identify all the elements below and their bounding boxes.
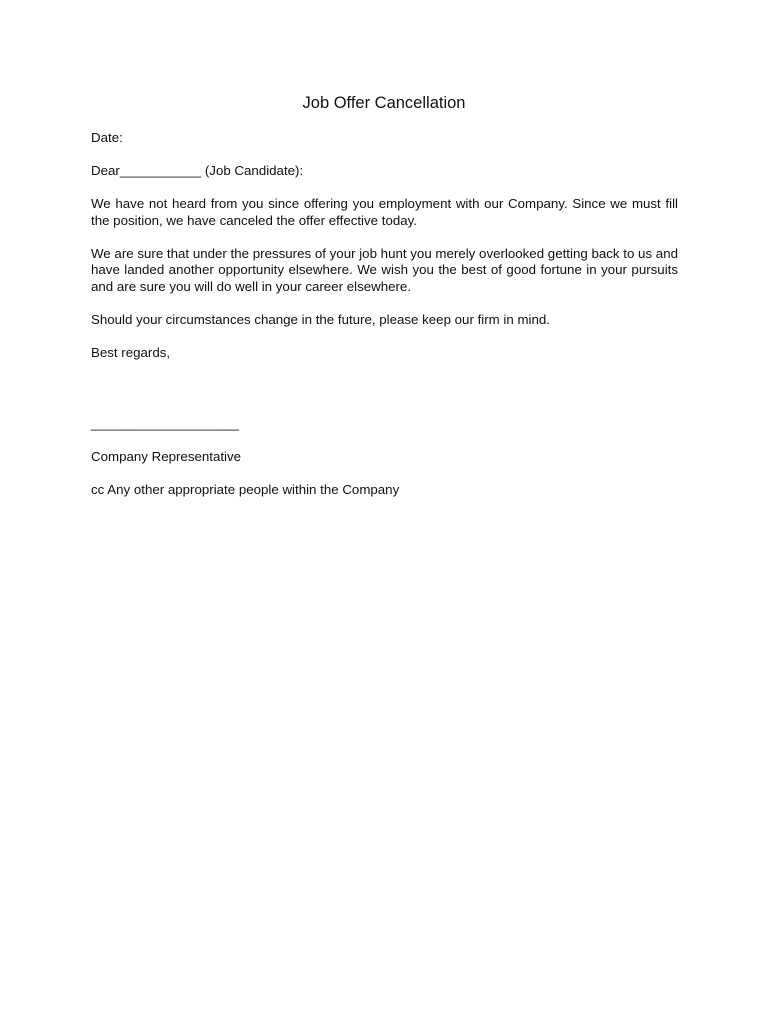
date-line: Date: <box>91 130 123 145</box>
signature-line: ____________________ <box>91 415 239 431</box>
cc-line: cc Any other appropriate people within the Company <box>91 481 400 497</box>
salutation: Dear___________ (Job Candidate): <box>91 163 304 178</box>
signature-title: Company Representative <box>91 448 242 464</box>
paragraph-3: Should your circumstances change in the future, please keep our firm in mind. <box>91 311 550 327</box>
signature-space <box>91 378 678 416</box>
closing: Best regards, <box>91 344 171 360</box>
letter-body <box>91 130 678 515</box>
paragraph-1: We have not heard from you since offering you employment with our Company. Since we must fill the position, we have canceled the offer effective today. <box>91 196 678 228</box>
paragraph-2: We are sure that under the pressures of your job hunt you merely overlooked getting back to us and have landed another opportunity elsewhere. We wish you the best of good fortune in your pursuits and are sure you will do well in your career elsewhere. <box>91 245 678 294</box>
letter-title: Job Offer Cancellation <box>302 94 466 112</box>
